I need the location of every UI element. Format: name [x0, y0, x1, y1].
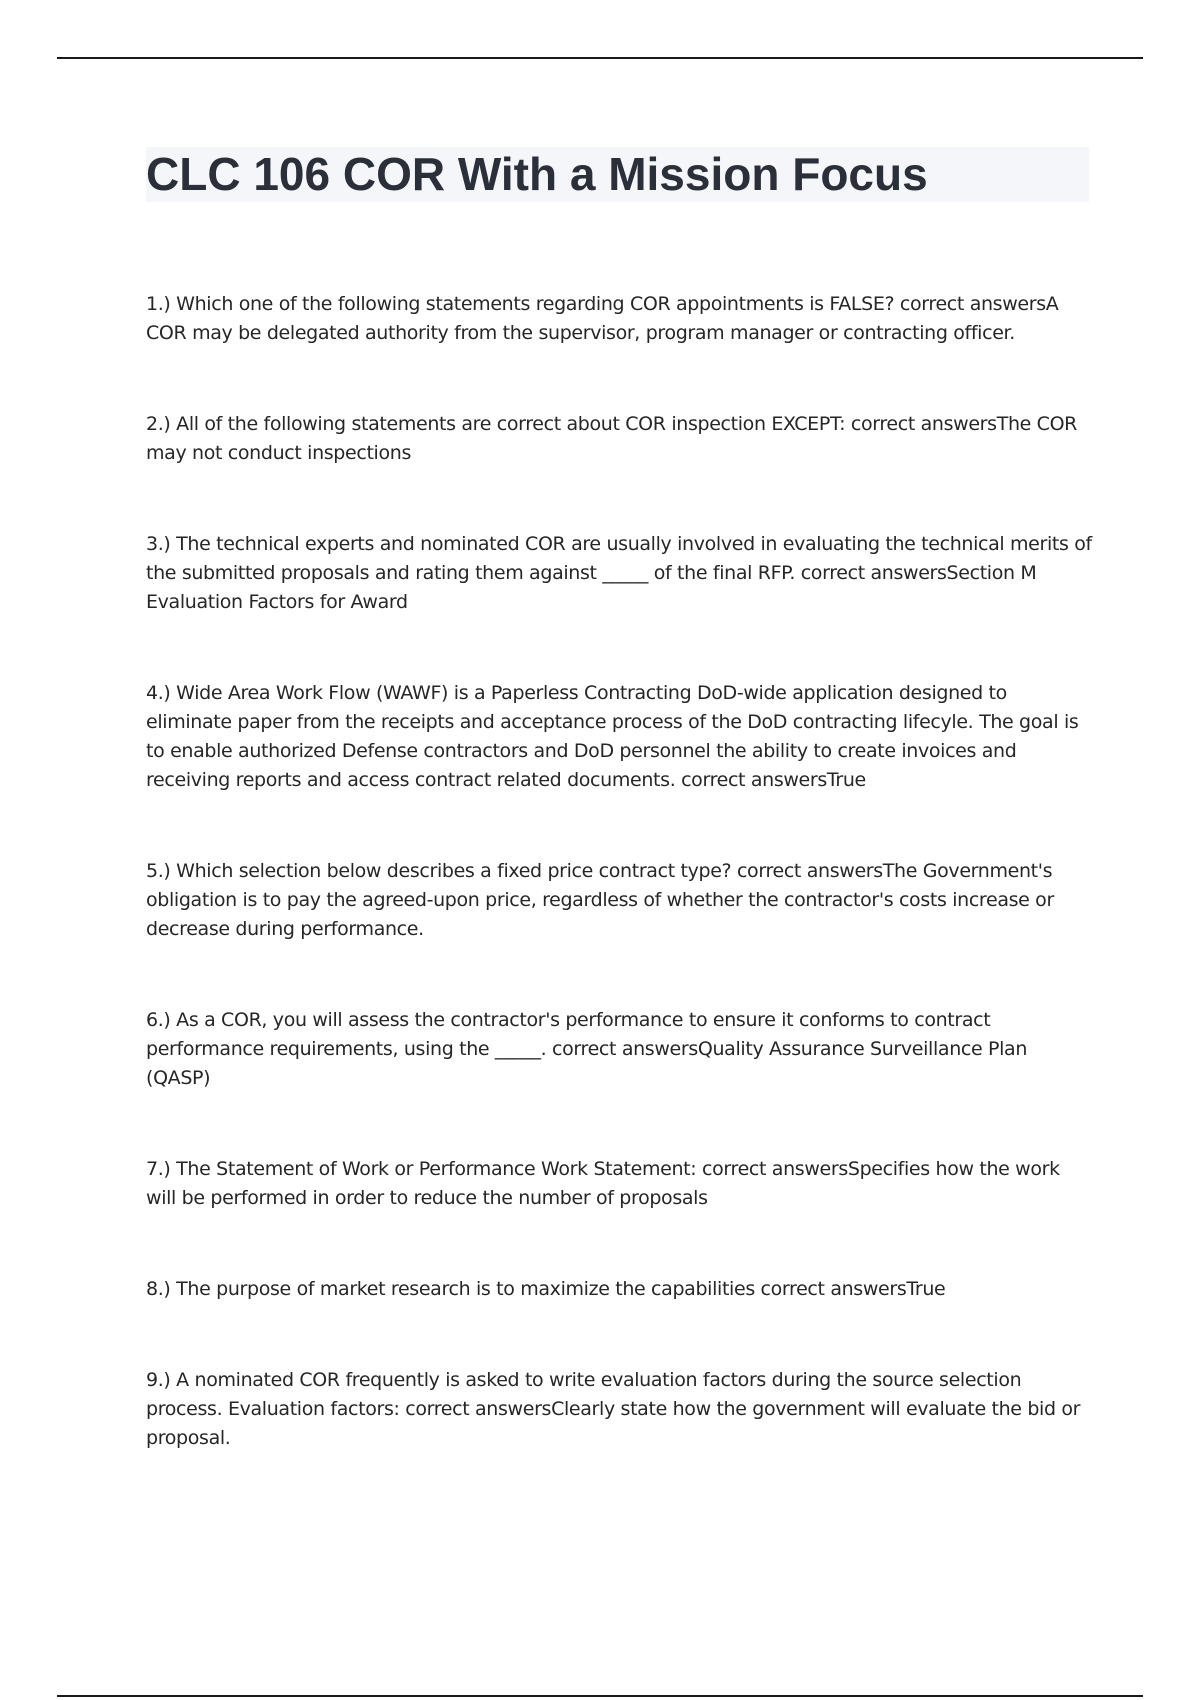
question-3: 3.) The technical experts and nominated COR are usually involved in evaluating the technical merits of the submitted proposals and rating them against _____ of the final RFP. correct answersSection M Evaluation Factors for Award [146, 533, 1092, 613]
question-6: 6.) As a COR, you will assess the contractor's performance to ensure it conforms to contract performance requirements, using the _____. correct answersQuality Assurance Surveillance Plan (QASP) [146, 1009, 1028, 1089]
top-rule [57, 57, 1143, 59]
document-title: CLC 106 COR With a Mission Focus [146, 148, 928, 200]
question-1: 1.) Which one of the following statements regarding COR appointments is FALSE? correct answersA COR may be delegated authority from the supervisor, program manager or contracting officer. [146, 293, 1059, 344]
question-list [146, 290, 1094, 1515]
question-7: 7.) The Statement of Work or Performance Work Statement: correct answersSpecifies how the work will be performed in order to reduce the number of proposals [146, 1158, 1060, 1209]
question-4: 4.) Wide Area Work Flow (WAWF) is a Paperless Contracting DoD-wide application designed to eliminate paper from the receipts and acceptance process of the DoD contracting lifecyle. The goal is to enable authorized Defense contractors and DoD personnel the ability to create invoices and receiving reports and access contract related documents. correct answersTrue [146, 682, 1079, 791]
question-8: 8.) The purpose of market research is to maximize the capabilities correct answersTrue [146, 1278, 946, 1300]
bottom-rule [57, 1695, 1143, 1697]
question-2: 2.) All of the following statements are correct about COR inspection EXCEPT: correct answersThe COR may not conduct inspections [146, 413, 1078, 464]
question-5: 5.) Which selection below describes a fixed price contract type? correct answersThe Government's obligation is to pay the agreed-upon price, regardless of whether the contractor's costs increase or decrease during performance. [146, 860, 1054, 940]
question-9: 9.) A nominated COR frequently is asked to write evaluation factors during the source selection process. Evaluation factors: correct answersClearly state how the government will evaluate the bid or proposal. [146, 1369, 1081, 1449]
